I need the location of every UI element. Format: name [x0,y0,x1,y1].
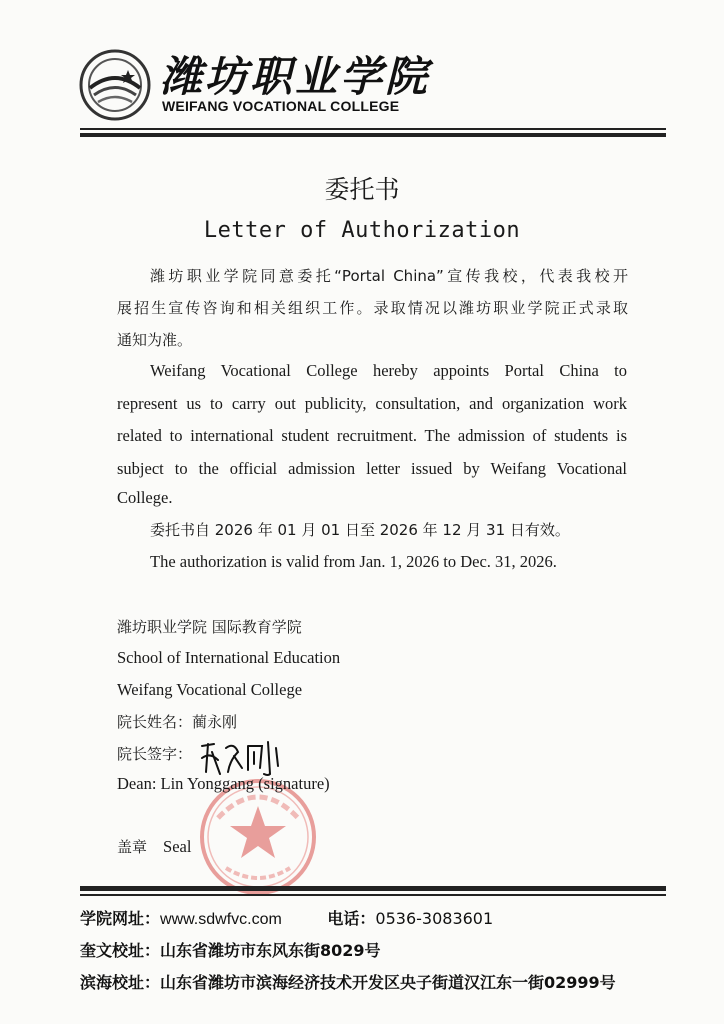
title-en: Letter of Authorization [203,218,521,243]
dean-signature [198,738,292,778]
header-divider-thin [80,128,666,130]
official-seal [192,776,324,898]
college-name-en: WEIFANG VOCATIONAL COLLEGE [162,98,400,114]
en-para1-line: College. [117,488,173,507]
website-label: 学院网址： [80,909,161,928]
footer-contact-row [80,906,493,929]
campus1-address: 山东省潍坊市东风东街8029号 [160,941,381,960]
seal-label-en: Seal [163,837,192,856]
cn-para1-line: 通知为准。 [117,331,193,349]
en-para1-line: subject to the official admission letter issued by Weifang Vocational [117,459,627,478]
school-name-cn: 潍坊职业学院 国际教育学院 [117,618,302,636]
campus2-label: 滨海校址： [80,973,161,992]
phone-number: 0536-3083601 [375,909,494,928]
college-name-cn: 潍坊职业学院 [160,55,431,101]
campus1-label: 奎文校址： [80,941,161,960]
en-para1-line: Weifang Vocational College hereby appoints Portal China to [150,361,627,380]
cn-para1-line: 展招生宣传咨询和相关组织工作。录取情况以潍坊职业学院正式录取 [117,299,628,317]
college-name-line: Weifang Vocational College [117,680,303,699]
footer-divider-thin [80,894,666,896]
footer-divider-thick [80,886,666,891]
website-link[interactable]: www.sdwfvc.com [160,911,282,928]
dean-signature-label-en: Dean: Lin Yonggang (signature) [117,774,330,793]
seal-label-cn: 盖章 [117,838,148,856]
footer-campus2-row [80,970,616,993]
dean-sign-label: 院长签字： [117,745,193,763]
dean-name-label: 院长姓名： [117,713,193,731]
cn-validity: 委托书自 2026 年 01 月 01 日至 2026 年 12 月 31 日有效。 [150,521,570,539]
campus2-address: 山东省潍坊市滨海经济技术开发区央子街道汉江东一街02999号 [160,973,616,992]
en-validity: The authorization is valid from Jan. 1, 2026 to Dec. 31, 2026. [150,552,557,571]
title-cn: 委托书 [324,175,400,204]
school-name-en: School of International Education [117,648,341,667]
footer-campus1-row [80,938,381,961]
en-para1-line: represent us to carry out publicity, consultation, and organization work [117,394,627,413]
seal-row [117,836,191,857]
college-emblem-icon [78,48,152,122]
en-para1-line: related to international student recruitment. The admission of students is [117,426,627,445]
header-divider-thick [80,133,666,137]
phone-label: 电话： [327,909,376,928]
dean-name-value: 蔺永刚 [192,713,238,731]
dean-name-row [117,711,237,732]
cn-para1-line: 潍坊职业学院同意委托“Portal China”宣传我校，代表我校开 [150,267,628,285]
